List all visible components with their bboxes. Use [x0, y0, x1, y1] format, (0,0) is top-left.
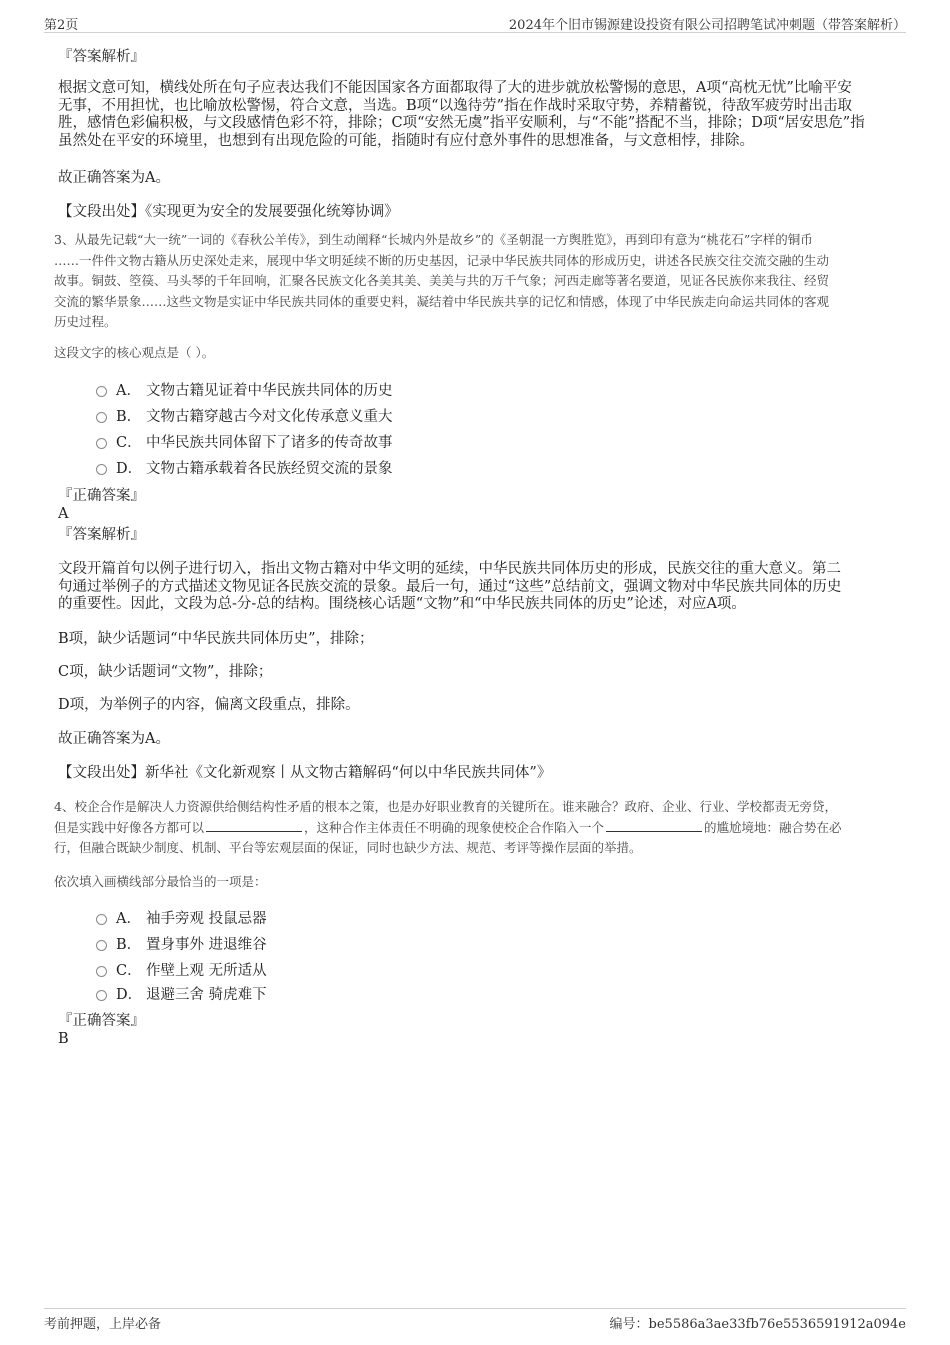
q2-analysis-text — [58, 80, 888, 150]
q2-conclusion: 故正确答案为A。 — [58, 170, 170, 186]
radio-icon[interactable] — [96, 412, 107, 423]
q4-stem-line: 行，但融合既缺少制度、机制、平台等宏观层面的保证，同时也缺少方法、规范、考评等操作层面的举措。 — [54, 840, 642, 856]
q2-analysis-line: 无事，不用担忧，也比喻放松警惕，符合文意，当选。B项“以逸待劳”指在作战时采取守势，养精蓄锐，待敌军疲劳时出击取 — [58, 97, 852, 114]
q3-option-d[interactable] — [96, 456, 393, 478]
q3-stem-line: 交流的繁华景象……这些文物是实证中华民族共同体的重要史料，凝结着中华民族共享的记忆和情感，体现了中华民族走向命运共同体的客观 — [54, 293, 830, 309]
q3-analysis-line: 文段开篇首句以例子进行切入，指出文物古籍对中华文明的延续，中华民族共同体历史的形成，民族交往的重大意义。第二 — [58, 561, 841, 577]
q3-option-a[interactable] — [96, 378, 393, 400]
q3-analysis-text — [58, 561, 888, 614]
option-text: 文物古籍见证着中华民族共同体的历史 — [146, 382, 393, 399]
option-text: 置身事外 进退维谷 — [146, 936, 267, 953]
page-number: 第2页 — [44, 18, 79, 33]
option-letter: D． — [116, 460, 143, 477]
q2-analysis-label: 『答案解析』 — [58, 49, 145, 65]
q3-option-b[interactable] — [96, 404, 393, 426]
q4-stem-line: 4、校企合作是解决人力资源供给侧结构性矛盾的根本之策，也是办好职业教育的关键所在。谁来融合？政府、企业、行业、学校都责无旁贷， — [54, 799, 837, 814]
option-letter: A． — [116, 382, 141, 399]
q4-stem-part: 的尴尬境地：融合势在必 — [704, 819, 842, 835]
option-letter: C． — [116, 434, 142, 451]
document-id: 编号：be5586a3ae33fb76e5536591912a094e — [609, 1317, 906, 1332]
option-text: 文物古籍承载着各民族经贸交流的景象 — [146, 460, 393, 477]
footer-slogan: 考前押题，上岸必备 — [44, 1317, 162, 1332]
q3-stem-line: 故事。铜鼓、箜篌、马头琴的千年回响，汇聚各民族文化各美其美、美美与共的万千气象；河西走廊等著名要道，见证各民族你来我往、经贸 — [54, 273, 830, 289]
radio-icon[interactable] — [96, 386, 107, 397]
q2-analysis-line: 胜，感情色彩偏积极，与文段感情色彩不符，排除；C项“安然无虞”指平安顺利，与“不能”搭配不当，排除；D项“居安思危”指 — [58, 115, 865, 131]
q3-stem-line: 历史过程。 — [54, 314, 117, 330]
q4-option-d[interactable] — [96, 982, 267, 1004]
q4-stem-part: 但是实践中好像各方都可以 — [54, 819, 205, 835]
q4-stem-part: ，这种合作主体责任不明确的现象使校企合作陷入一个 — [304, 819, 605, 835]
document-title: 2024年个旧市锡源建设投资有限公司招聘笔试冲刺题（带答案解析） — [508, 18, 906, 33]
q3-analysis-label: 『答案解析』 — [58, 527, 145, 543]
option-letter: B． — [116, 936, 142, 953]
q3-analysis-line: 的重要性。因此，文段为总-分-总的结构。围绕核心话题“文物”和“中华民族共同体的历史”论述，对应A项。 — [58, 596, 746, 612]
option-text: 中华民族共同体留下了诸多的传奇故事 — [146, 434, 393, 451]
q4-answer-label: 『正确答案』 — [58, 1013, 145, 1029]
q4-option-b[interactable] — [96, 932, 267, 954]
q2-analysis-line: 根据文意可知，横线处所在句子应表达我们不能因国家各方面都取得了大的进步就放松警惕的意思，A项“高枕无忧”比喻平安 — [58, 80, 852, 96]
q3-stem-line: ……一件件文物古籍从历史深处走来，展现中华文明延续不断的历史基因，记录中华民族共同体的形成历史，讲述各民族交往交流交融的生动 — [54, 252, 830, 268]
radio-icon[interactable] — [96, 990, 107, 1001]
option-text: 袖手旁观 投鼠忌器 — [146, 910, 267, 927]
q3-question: 这段文字的核心观点是（ ）。 — [54, 345, 215, 360]
q2-analysis-line: 虽然处在平安的环境里，也想到有出现危险的可能，指随时有应付意外事件的思想准备，与文意相悖，排除。 — [58, 132, 754, 149]
q4-option-c[interactable] — [96, 958, 267, 980]
page-footer — [44, 1308, 906, 1333]
radio-icon[interactable] — [96, 438, 107, 449]
option-text: 文物古籍穿越古今对文化传承意义重大 — [146, 408, 393, 425]
q3-option-c[interactable] — [96, 430, 393, 452]
q3-analysis-line: 句通过举例子的方式描述文物见证各民族交流的景象。最后一句，通过“这些”总结前文，强调文物对中华民族共同体的历史 — [58, 578, 842, 595]
radio-icon[interactable] — [96, 914, 107, 925]
q2-source: 【文段出处】《实现更为安全的发展要强化统筹协调》 — [58, 204, 399, 220]
q4-option-a[interactable] — [96, 906, 267, 928]
page-header — [44, 10, 906, 33]
q3-note-d: D项，为举例子的内容，偏离文段重点，排除。 — [58, 697, 360, 713]
q4-stem-line — [54, 818, 894, 839]
radio-icon[interactable] — [96, 966, 107, 977]
option-text: 退避三舍 骑虎难下 — [146, 986, 267, 1003]
option-letter: D． — [116, 986, 143, 1003]
option-text: 作壁上观 无所适从 — [146, 962, 267, 979]
q3-stem-line: 3、从最先记载“大一统”一词的《春秋公羊传》，到生动阐释“长城内外是故乡”的《圣朝混一方舆胜览》，再到印有意为“桃花石”字样的铜币 — [54, 232, 813, 247]
option-letter: B． — [116, 408, 142, 425]
option-letter: A． — [116, 910, 141, 927]
q3-answer: A — [58, 506, 69, 522]
option-letter: C． — [116, 962, 142, 979]
q4-answer: B — [58, 1031, 69, 1047]
q3-source: 【文段出处】新华社《文化新观察丨从文物古籍解码“何以中华民族共同体”》 — [58, 765, 552, 781]
q4-question: 依次填入画横线部分最恰当的一项是： — [54, 874, 267, 889]
radio-icon[interactable] — [96, 464, 107, 475]
q3-answer-label: 『正确答案』 — [58, 488, 145, 504]
q3-note-b: B项，缺少话题词“中华民族共同体历史”，排除； — [58, 631, 374, 647]
q3-stem — [54, 230, 894, 333]
q4-stem — [54, 797, 894, 859]
q4-blank-1 — [206, 819, 302, 832]
q3-conclusion: 故正确答案为A。 — [58, 731, 170, 747]
q4-blank-2 — [606, 819, 702, 832]
q3-note-c: C项，缺少话题词“文物”，排除； — [58, 664, 273, 680]
radio-icon[interactable] — [96, 940, 107, 951]
